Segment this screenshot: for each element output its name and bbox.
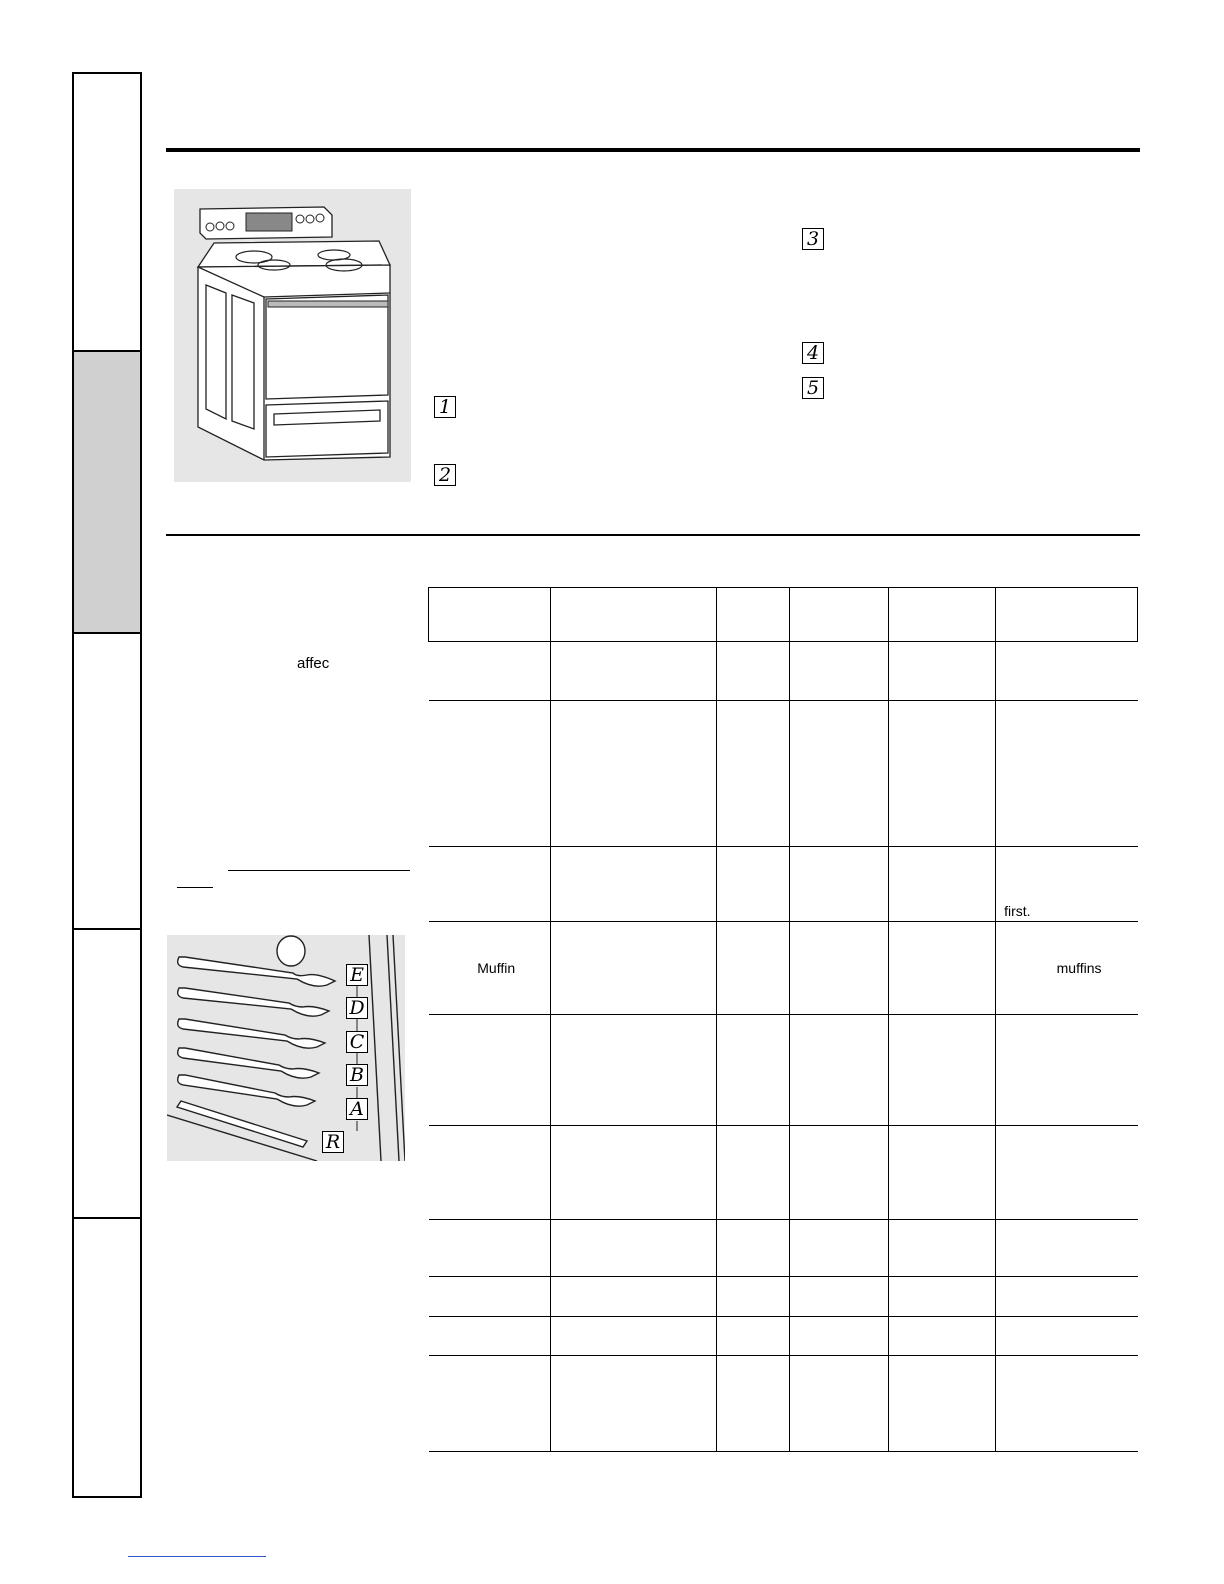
- table-row: [429, 1220, 1138, 1277]
- side-tab-strip: [72, 72, 142, 1498]
- body-text-fragment: affec: [297, 655, 330, 672]
- rack-label-a: A: [346, 1098, 368, 1120]
- table-cell: [996, 1356, 1138, 1452]
- side-tab-4[interactable]: [74, 930, 140, 1219]
- table-header-cell: [996, 588, 1138, 642]
- rack-label-d: D: [346, 997, 368, 1019]
- table-row: [429, 1317, 1138, 1356]
- callout-4: 4: [802, 342, 824, 364]
- table-cell: [429, 1356, 551, 1452]
- section-rule-middle: [166, 534, 1140, 536]
- underline-2: [177, 887, 213, 888]
- table-cell-muffins: muffins: [996, 922, 1138, 1015]
- rack-label-b: B: [346, 1064, 368, 1086]
- table-cell: [996, 1015, 1138, 1126]
- footer-link-underline[interactable]: [128, 1556, 266, 1557]
- table-cell: [996, 1126, 1138, 1220]
- section-rule-top: [166, 148, 1140, 152]
- cooking-guide-table: [428, 587, 1138, 1452]
- table-cell: [429, 1015, 551, 1126]
- table-row: [429, 1356, 1138, 1452]
- table-cell: [429, 1126, 551, 1220]
- side-tab-5[interactable]: [74, 1219, 140, 1496]
- callout-3: 3: [802, 228, 824, 250]
- underline-1: [228, 870, 410, 871]
- table-header-cell: [429, 588, 551, 642]
- table-cell: [429, 847, 551, 922]
- side-tab-2-active[interactable]: [74, 352, 140, 634]
- side-tab-1[interactable]: [74, 74, 140, 352]
- table-cell: [429, 642, 551, 701]
- table-row: [429, 922, 1138, 1015]
- table-cell: [429, 1220, 551, 1277]
- table-cell: [429, 1277, 551, 1317]
- callout-5: 5: [802, 377, 824, 399]
- table-cell: [429, 701, 551, 847]
- rack-label-r: R: [322, 1131, 344, 1153]
- table-cell: [996, 701, 1138, 847]
- rack-drawing: [167, 935, 405, 1161]
- range-drawing: [174, 189, 411, 482]
- table-header-row: [429, 588, 1138, 642]
- rack-label-c: C: [346, 1031, 368, 1053]
- callout-2: 2: [434, 464, 456, 486]
- table-row: [429, 701, 1138, 847]
- table-header-cell: [889, 588, 996, 642]
- rack-label-e: E: [346, 964, 368, 986]
- table-cell: [996, 642, 1138, 701]
- table-cell-muffin: Muffin: [429, 922, 551, 1015]
- table-row: [429, 1015, 1138, 1126]
- table-row: [429, 1277, 1138, 1317]
- table-row: [429, 847, 1138, 922]
- table-cell: [996, 1317, 1138, 1356]
- table-row: [429, 1126, 1138, 1220]
- side-tab-3[interactable]: [74, 634, 140, 930]
- table-cell: [996, 1220, 1138, 1277]
- oven-rack-illustration: [167, 935, 405, 1161]
- table-header-cell: [716, 588, 790, 642]
- range-illustration: [174, 189, 411, 482]
- table-cell: [429, 1317, 551, 1356]
- table-header-cell: [790, 588, 889, 642]
- table-row: [429, 642, 1138, 701]
- table-cell: first.: [996, 847, 1138, 922]
- callout-1: 1: [434, 396, 456, 418]
- table-cell: [996, 1277, 1138, 1317]
- table-header-cell: [550, 588, 716, 642]
